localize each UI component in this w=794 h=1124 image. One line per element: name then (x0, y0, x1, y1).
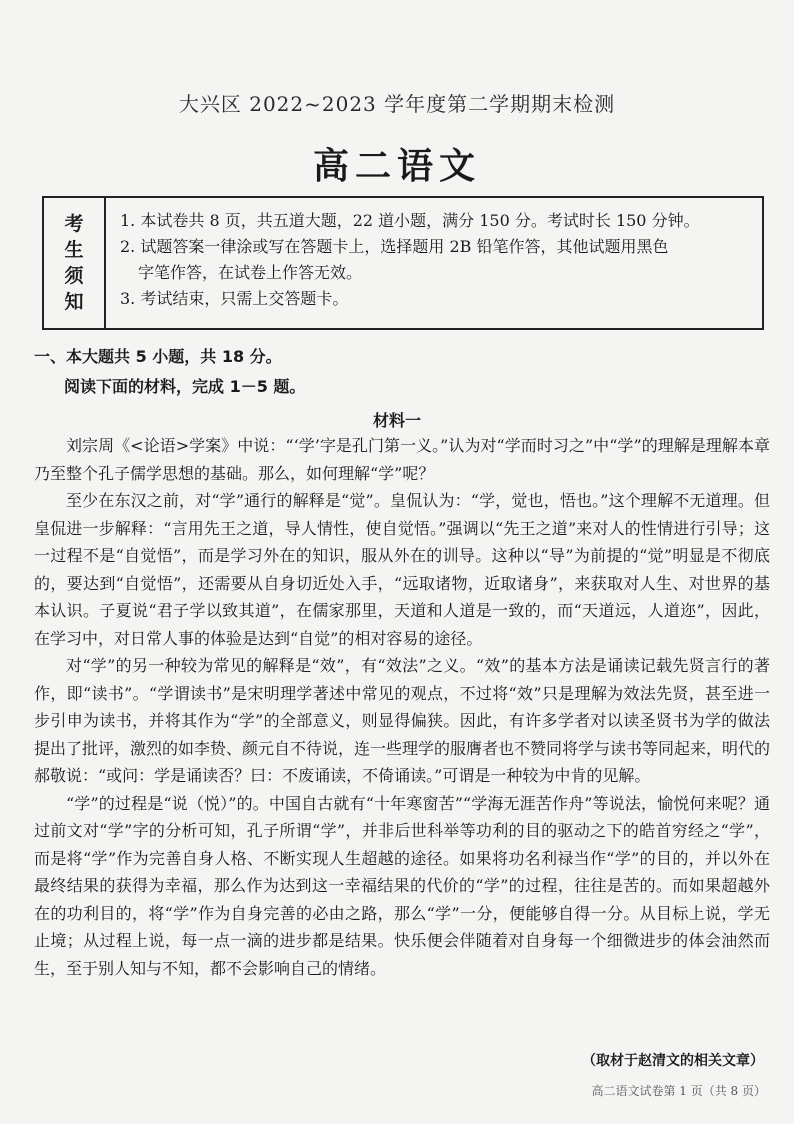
notice-item-2: 2. 试题答案一律涂或写在答题卡上，选择题用 2B 铅笔作答，其他试题用黑色 (120, 237, 669, 256)
exam-title: 大兴区 2022~2023 学年度第二学期期末检测 (178, 92, 616, 116)
candidate-notice-box (42, 196, 764, 330)
notice-item-3: 3. 考试结束，只需上交答题卡。 (120, 289, 349, 308)
notice-label-char: 考 (64, 213, 84, 235)
page-footer: 高二语文试卷第 1 页（共 8 页） (591, 1084, 766, 1098)
notice-item-2-cont: 字笔作答，在试卷上作答无效。 (138, 263, 363, 282)
paragraph: “学”的过程是“说（悦）”的。中国自古就有“十年寒窗苦”“学海无涯苦作舟”等说法，愉悦何来呢？通过前文对“学”字的分析可知，孔子所谓“学”，并非后世科举等功利的目的驱动之下的皓首穷经之“学”，而是将“学”作为完善自身人格、不断实现人生超越的途径。如果将功名利禄当作“学”的目的，并以外在最终结果的获得为幸福，那么作为达到这一幸福结果的代价的“学”的过程，往往是苦的。而如果超越外在的功利目的，将“学”作为自身完善的必由之路，那么“学”一分，便能够自得一分。从目标上说，学无止境；从过程上说，每一点一滴的进步都是结果。快乐便会伴随着对自身每一个细微进步的体会油然而生，至于别人知与不知，都不会影响自己的情绪。 (34, 793, 770, 978)
section-heading: 一、本大题共 5 小题，共 18 分。 (34, 347, 282, 366)
notice-label-char: 知 (64, 291, 84, 313)
notice-label-char: 须 (64, 265, 84, 287)
paragraph: 至少在东汉之前，对“学”通行的解释是“觉”。皇侃认为：“学，觉也，悟也。”这个理解不无道理。但皇侃进一步解释：“言用先王之道，导人情性，使自觉悟。”强调以“先王之道”来对人的性情进行引导；这一过程不是“自觉悟”，而是学习外在的知识，服从外在的训导。这种以“导”为前提的“觉”明显是不彻底的，要达到“自觉悟”，还需要从自身切近处入手，“远取诸物，近取诸身”，来获取对人生、对世界的基本认识。子夏说“君子学以致其道”，在儒家那里，天道和人道是一致的，而“天道远，人道迩”，因此，在学习中，对日常人事的体验是达到“自觉”的相对容易的途径。 (34, 491, 770, 648)
material-body (34, 432, 770, 982)
subject-title: 高二语文 (312, 146, 481, 187)
material-title: 材料一 (372, 411, 421, 430)
paragraph: 对“学”的另一种较为常见的解释是“效”，有“效法”之义。“效”的基本方法是诵读记载先贤言行的著作，即“读书”。“学谓读书”是宋明理学著述中常见的观点，不过将“效”只是理解为效法先贤，甚至进一步引申为读书，并将其作为“学”的全部意义，则显得偏狭。因此，有许多学者对以读圣贤书为学的做法提出了批评，激烈的如李贽、颜元自不待说，连一些理学的服膺者也不赞同将学与读书等同起来，明代的郝敬说：“或问：学是诵读否？曰：不废诵读，不倚诵读。”可谓是一种较为中肯的见解。 (34, 656, 771, 785)
notice-label (44, 198, 106, 328)
source-citation: （取材于赵清文的相关文章） (582, 1053, 764, 1069)
reading-instruction: 阅读下面的材料，完成 1－5 题。 (64, 377, 306, 396)
notice-label-char: 生 (64, 239, 84, 261)
paragraph: 刘宗周《<论语>学案》中说：“‘学’字是孔门第一义。”认为对“学而时习之”中“学”的理解是理解本章乃至整个孔子儒学思想的基础。那么，如何理解“学”呢？ (34, 436, 770, 483)
notice-item-1: 1. 本试卷共 8 页，共五道大题，22 道小题，满分 150 分。考试时长 150 分钟。 (120, 211, 700, 230)
notice-items (106, 198, 762, 328)
